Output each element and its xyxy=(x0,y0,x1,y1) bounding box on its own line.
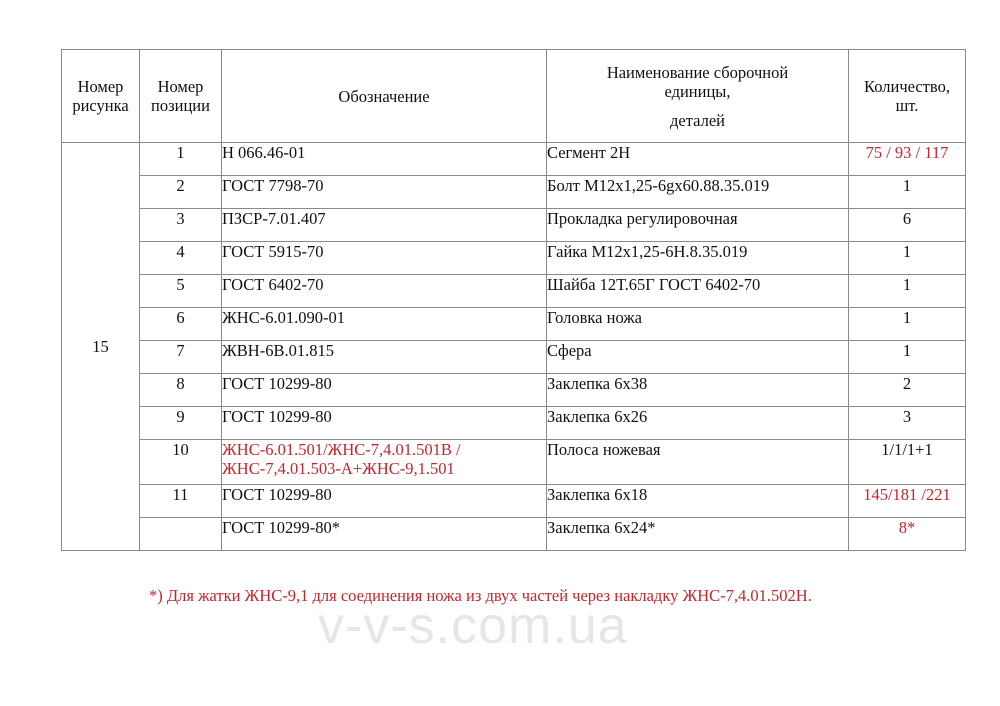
designation-cell: Н 066.46-01 xyxy=(222,143,547,176)
name-cell: Заклепка 6х26 xyxy=(547,407,849,440)
header-figure-number xyxy=(62,50,140,143)
position-cell: 11 xyxy=(140,485,222,518)
name-cell: Сегмент 2Н xyxy=(547,143,849,176)
name-cell: Гайка М12х1,25-6Н.8.35.019 xyxy=(547,242,849,275)
position-cell: 10 xyxy=(140,440,222,485)
name-cell: Заклепка 6х24* xyxy=(547,518,849,551)
name-cell: Болт М12х1,25-6gх60.88.35.019 xyxy=(547,176,849,209)
table-row xyxy=(62,341,966,374)
header-assembly-name xyxy=(547,50,849,143)
designation-cell: ЖВН-6В.01.815 xyxy=(222,341,547,374)
position-cell: 3 xyxy=(140,209,222,242)
table-row xyxy=(62,143,966,176)
quantity-cell: 1/1/1+1 xyxy=(849,440,966,485)
table-row xyxy=(62,485,966,518)
figure-number-cell: 15 xyxy=(62,143,140,551)
name-cell: Заклепка 6х18 xyxy=(547,485,849,518)
header-text: деталей xyxy=(670,110,725,130)
designation-line: ЖНС-6.01.501/ЖНС-7,4.01.501В / xyxy=(222,440,461,459)
designation-line: ЖНС-7,4.01.503-А+ЖНС-9,1.501 xyxy=(222,459,455,478)
name-cell: Шайба 12Т.65Г ГОСТ 6402-70 xyxy=(547,275,849,308)
table-row xyxy=(62,518,966,551)
table-row xyxy=(62,440,966,485)
header-position-number xyxy=(140,50,222,143)
designation-cell: ПЗСР-7.01.407 xyxy=(222,209,547,242)
quantity-cell: 1 xyxy=(849,308,966,341)
quantity-cell: 3 xyxy=(849,407,966,440)
header-text: Обозначение xyxy=(338,86,430,106)
position-cell: 8 xyxy=(140,374,222,407)
position-cell: 7 xyxy=(140,341,222,374)
designation-cell xyxy=(222,440,547,485)
name-cell: Головка ножа xyxy=(547,308,849,341)
table-row xyxy=(62,308,966,341)
header-text: позиции xyxy=(151,96,210,115)
position-cell: 9 xyxy=(140,407,222,440)
table-header-row xyxy=(62,50,966,143)
designation-cell: ГОСТ 6402-70 xyxy=(222,275,547,308)
header-text: единицы, xyxy=(664,81,731,101)
table-row xyxy=(62,275,966,308)
header-text: Номер xyxy=(157,77,204,96)
quantity-cell: 1 xyxy=(849,341,966,374)
quantity-cell: 1 xyxy=(849,242,966,275)
header-text: рисунка xyxy=(72,96,129,115)
table-row xyxy=(62,407,966,440)
quantity-cell: 75 / 93 / 117 xyxy=(849,143,966,176)
quantity-cell: 6 xyxy=(849,209,966,242)
position-cell: 5 xyxy=(140,275,222,308)
designation-cell: ЖНС-6.01.090-01 xyxy=(222,308,547,341)
footnote: *) Для жатки ЖНС-9,1 для соединения ножа из двух частей через накладку ЖНС-7,4.01.502Н. xyxy=(149,586,812,605)
designation-cell: ГОСТ 10299-80* xyxy=(222,518,547,551)
name-cell: Полоса ножевая xyxy=(547,440,849,485)
header-text: Количество, xyxy=(864,77,950,96)
designation-cell: ГОСТ 5915-70 xyxy=(222,242,547,275)
table-row xyxy=(62,209,966,242)
designation-cell: ГОСТ 10299-80 xyxy=(222,407,547,440)
position-cell: 6 xyxy=(140,308,222,341)
quantity-cell: 145/181 /221 xyxy=(849,485,966,518)
quantity-cell: 2 xyxy=(849,374,966,407)
quantity-cell: 8* xyxy=(849,518,966,551)
watermark: v-v-s.com.ua xyxy=(318,597,628,655)
header-text: Наименование сборочной xyxy=(606,62,789,82)
name-cell: Прокладка регулировочная xyxy=(547,209,849,242)
position-cell xyxy=(140,518,222,551)
quantity-cell: 1 xyxy=(849,176,966,209)
header-text: Номер xyxy=(77,77,124,96)
quantity-cell: 1 xyxy=(849,275,966,308)
position-cell: 2 xyxy=(140,176,222,209)
designation-cell: ГОСТ 10299-80 xyxy=(222,374,547,407)
designation-cell: ГОСТ 10299-80 xyxy=(222,485,547,518)
name-cell: Заклепка 6х38 xyxy=(547,374,849,407)
parts-table xyxy=(61,49,966,551)
table-row xyxy=(62,176,966,209)
name-cell: Сфера xyxy=(547,341,849,374)
designation-cell: ГОСТ 7798-70 xyxy=(222,176,547,209)
table-row xyxy=(62,374,966,407)
header-quantity xyxy=(849,50,966,143)
header-text: шт. xyxy=(895,96,919,115)
position-cell: 4 xyxy=(140,242,222,275)
position-cell: 1 xyxy=(140,143,222,176)
header-designation xyxy=(222,50,547,143)
table-row xyxy=(62,242,966,275)
